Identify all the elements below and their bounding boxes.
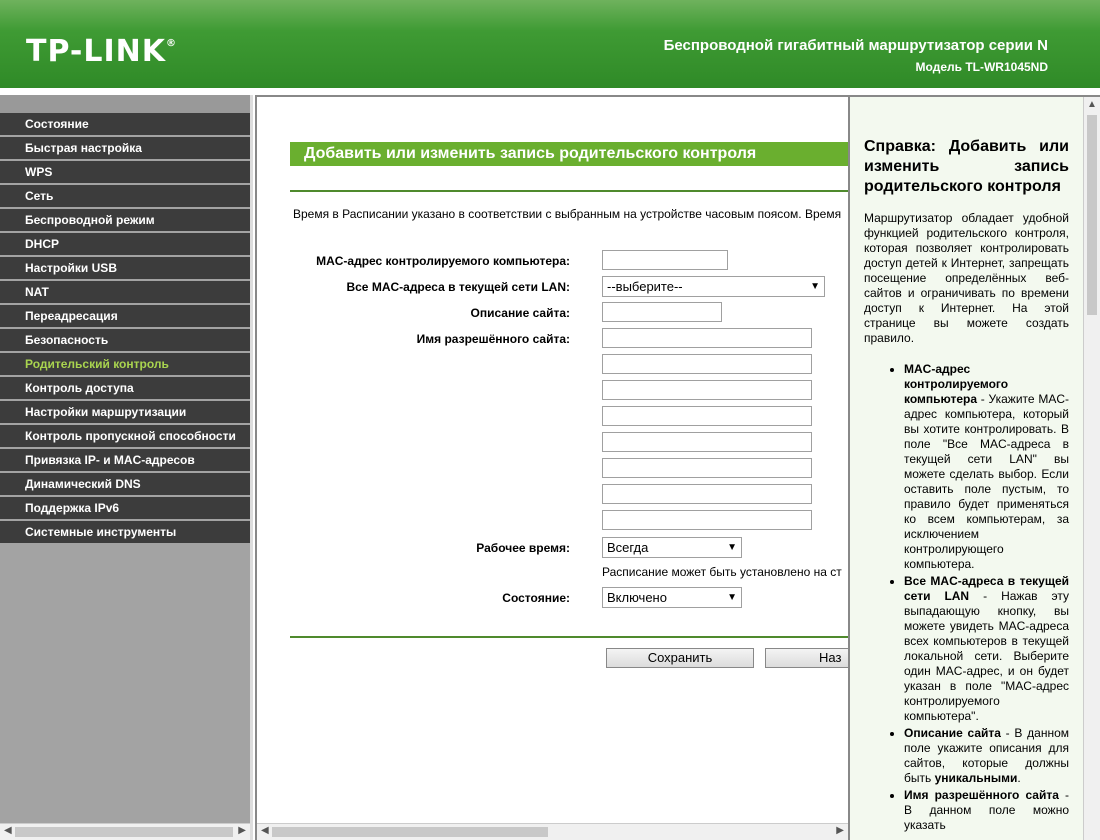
sidebar-item[interactable]: Родительский контроль bbox=[0, 353, 250, 375]
divider bbox=[290, 636, 848, 638]
help-panel bbox=[848, 95, 1100, 840]
scroll-up-arrow-icon[interactable]: ▲ bbox=[1087, 99, 1097, 110]
main-horizontal-scrollbar[interactable] bbox=[257, 823, 848, 840]
sidebar-item[interactable]: Контроль доступа bbox=[0, 377, 250, 399]
header-banner bbox=[0, 0, 1100, 88]
allowed-site-input[interactable] bbox=[602, 406, 812, 426]
divider bbox=[290, 190, 848, 192]
sidebar-item[interactable]: Быстрая настройка bbox=[0, 137, 250, 159]
allowed-site-input[interactable] bbox=[602, 510, 812, 530]
timezone-note: Время в Расписании указано в соответствии с выбранным на устройстве часовым поясом. Время bbox=[293, 207, 842, 221]
scroll-left-arrow-icon[interactable]: ◀ bbox=[261, 825, 269, 836]
sidebar-item[interactable]: NAT bbox=[0, 281, 250, 303]
scrollbar-thumb[interactable] bbox=[15, 827, 233, 837]
chevron-down-icon: ▼ bbox=[727, 592, 737, 603]
sidebar-horizontal-scrollbar[interactable] bbox=[0, 823, 250, 840]
scrollbar-thumb[interactable] bbox=[272, 827, 548, 837]
main-content bbox=[255, 95, 848, 840]
help-term: Имя разрешённого сайта bbox=[904, 788, 1059, 802]
help-term: MAC-адрес контролируемого компьютера bbox=[904, 362, 1009, 406]
save-button[interactable]: Сохранить bbox=[606, 648, 754, 668]
help-list-item bbox=[904, 788, 1069, 833]
sidebar-item[interactable]: Динамический DNS bbox=[0, 473, 250, 495]
site-description-input[interactable] bbox=[602, 302, 722, 322]
sidebar-item[interactable]: Состояние bbox=[0, 113, 250, 135]
sidebar-item[interactable]: Беспроводной режим bbox=[0, 209, 250, 231]
help-list-item bbox=[904, 362, 1069, 572]
sidebar-menu bbox=[0, 95, 253, 840]
scroll-right-arrow-icon[interactable]: ▶ bbox=[836, 825, 844, 836]
allowed-site-input[interactable] bbox=[602, 380, 812, 400]
allowed-site-label: Имя разрешённого сайта: bbox=[416, 332, 570, 346]
sidebar-item[interactable]: Настройки USB bbox=[0, 257, 250, 279]
sidebar-item[interactable]: WPS bbox=[0, 161, 250, 183]
working-time-select[interactable]: Всегда ▼ bbox=[602, 537, 742, 558]
help-vertical-scrollbar[interactable] bbox=[1083, 97, 1100, 840]
help-term: Все MAC-адреса в текущей сети LAN bbox=[904, 574, 1069, 603]
help-list-item bbox=[904, 574, 1069, 724]
status-select[interactable]: Включено ▼ bbox=[602, 587, 742, 608]
scroll-left-arrow-icon[interactable]: ◀ bbox=[4, 825, 12, 836]
help-intro: Маршрутизатор обладает удобной функцией родительского контроля, которая позволяет контролировать доступ детей к Интернет, запрещать посещение определённых веб-сайтов и ограничивать по времени доступ к Интернет. На этой странице вы можете создать правило. bbox=[864, 211, 1069, 345]
sidebar-item[interactable]: Переадресация bbox=[0, 305, 250, 327]
sidebar-item[interactable]: Привязка IP- и MAC-адресов bbox=[0, 449, 250, 471]
lan-mac-select[interactable]: --выберите-- ▼ bbox=[602, 276, 825, 297]
allowed-site-input[interactable] bbox=[602, 432, 812, 452]
help-text: - Укажите MAC-адрес компьютера, который вы хотите контролировать. В поле "Все MAC-адреса в текущей сети LAN" вы можете сделать выбор. Если оставить поле пустым, то правило будет применяться ко всем компьютерам, за исключением контролирующего компьютера. bbox=[904, 392, 1069, 571]
help-title: Справка: Добавить или изменить запись родительского контроля bbox=[864, 138, 1069, 195]
help-text: - Нажав эту выпадающую кнопку, вы можете увидеть MAC-адреса всех компьютеров в текущей локальной сети. Выберите один MAC-адрес, и он будет указан в поле "MAC-адрес контролируемого компьютера". bbox=[904, 589, 1069, 723]
site-description-label: Описание сайта: bbox=[470, 306, 570, 320]
scrollbar-thumb[interactable] bbox=[1087, 115, 1097, 315]
sidebar-item[interactable]: DHCP bbox=[0, 233, 250, 255]
help-list-item bbox=[904, 726, 1069, 786]
sidebar-item[interactable]: Сеть bbox=[0, 185, 250, 207]
tp-link-logo: TP-LINK® bbox=[26, 34, 178, 69]
model-name: Модель TL-WR1045ND bbox=[915, 60, 1048, 74]
scroll-right-arrow-icon[interactable]: ▶ bbox=[238, 825, 246, 836]
working-time-label: Рабочее время: bbox=[476, 541, 570, 555]
allowed-site-input[interactable] bbox=[602, 354, 812, 374]
schedule-note: Расписание может быть установлено на ст bbox=[602, 565, 842, 579]
chevron-down-icon: ▼ bbox=[727, 542, 737, 553]
mac-address-input[interactable] bbox=[602, 250, 728, 270]
sidebar-item[interactable]: Контроль пропускной способности bbox=[0, 425, 250, 447]
product-name: Беспроводной гигабитный маршрутизатор серии N bbox=[663, 37, 1048, 54]
allowed-site-input[interactable] bbox=[602, 484, 812, 504]
sidebar-item[interactable]: Безопасность bbox=[0, 329, 250, 351]
page-title: Добавить или изменить запись родительского контроля bbox=[290, 142, 848, 166]
help-text: - В данном поле укажите описания для сайтов, которые должны быть bbox=[904, 726, 1069, 785]
lan-mac-list-label: Все MAC-адреса в текущей сети LAN: bbox=[346, 280, 570, 294]
allowed-site-input[interactable] bbox=[602, 328, 812, 348]
sidebar-item[interactable]: Поддержка IPv6 bbox=[0, 497, 250, 519]
chevron-down-icon: ▼ bbox=[810, 281, 820, 292]
help-text: - В данном поле можно указать bbox=[904, 788, 1069, 832]
back-button[interactable]: Наз bbox=[765, 648, 848, 668]
sidebar-item[interactable]: Системные инструменты bbox=[0, 521, 250, 543]
help-list bbox=[864, 362, 1069, 833]
status-label: Состояние: bbox=[502, 591, 570, 605]
help-term: Описание сайта bbox=[904, 726, 1001, 740]
allowed-site-input[interactable] bbox=[602, 458, 812, 478]
help-text: . bbox=[1017, 771, 1021, 785]
mac-address-label: MAC-адрес контролируемого компьютера: bbox=[316, 254, 570, 268]
help-emphasis: уникальными bbox=[934, 771, 1018, 785]
sidebar-item[interactable]: Настройки маршрутизации bbox=[0, 401, 250, 423]
